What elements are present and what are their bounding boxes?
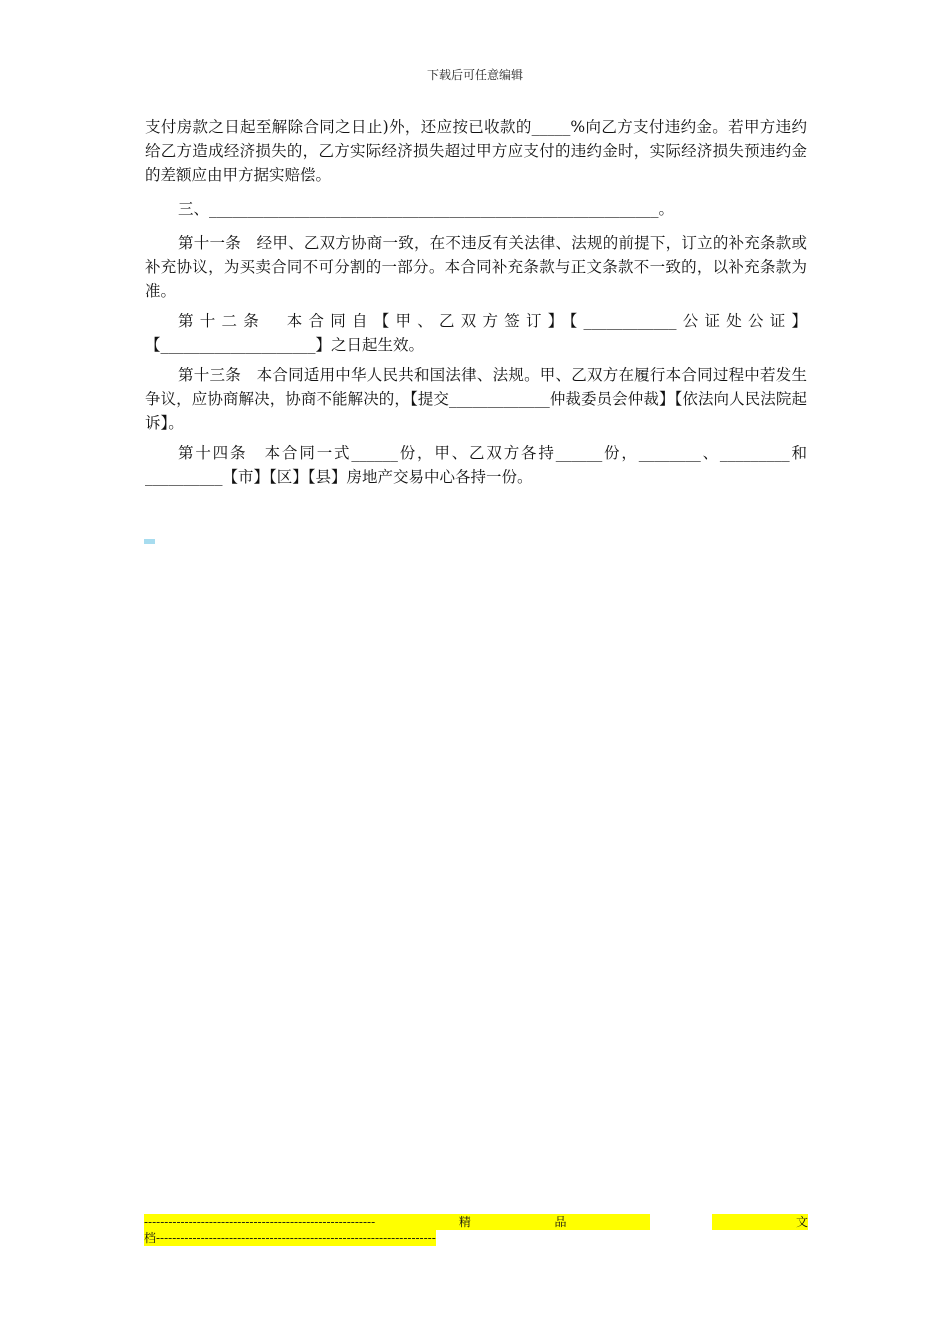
paragraph-article-11: 第十一条 经甲、乙双方协商一致，在不违反有关法律、法规的前提下，订立的补充条款或补充协议，为买卖合同不可分割的一部分。本合同补充条款与正文条款不一致的，以补充条款为准。 <box>145 234 807 300</box>
page-footer <box>144 1214 808 1246</box>
document-body <box>145 115 807 495</box>
paragraph-penalty: 支付房款之日起至解除合同之日止)外，还应按已收款的_____%向乙方支付违约金。若甲方违约给乙方造成经济损失的，乙方实际经济损失超过甲方应支付的违约金时，实际经济损失预违约金的差额应由甲方据实赔偿。 <box>145 118 807 184</box>
footer-gap <box>650 1214 712 1230</box>
paragraph-article-13: 第十三条 本合同适用中华人民共和国法律、法规。甲、乙双方在履行本合同过程中若发生争议，应协商解决，协商不能解决的，【提交_____________仲裁委员会仲裁】【依法向人民法院起诉】。 <box>145 366 807 432</box>
paragraph-item-three: 三、__________________________________________________________。 <box>178 200 675 218</box>
page-header: 下载后可任意编辑 <box>426 68 523 82</box>
paragraph-article-12: 第十二条 本合同自【甲、乙双方签订】【____________公证处公证】【____________________】之日起生效。 <box>145 312 807 354</box>
footer-line-2: 档--------------------------------------------------------------------- <box>144 1231 436 1245</box>
blue-marker <box>144 539 155 544</box>
footer-char-jing: 精 <box>458 1215 471 1229</box>
paragraph-article-14: 第十四条 本合同一式______份，甲、乙双方各持______份，________、_________和__________【市】【区】【县】房地产交易中心各持一份。 <box>145 444 807 486</box>
footer-char-pin: 品 <box>554 1215 567 1229</box>
footer-dashes: --------------------------------------------------------- <box>144 1215 376 1229</box>
footer-line-1 <box>144 1214 808 1230</box>
footer-char-wen: 文 <box>795 1215 808 1229</box>
